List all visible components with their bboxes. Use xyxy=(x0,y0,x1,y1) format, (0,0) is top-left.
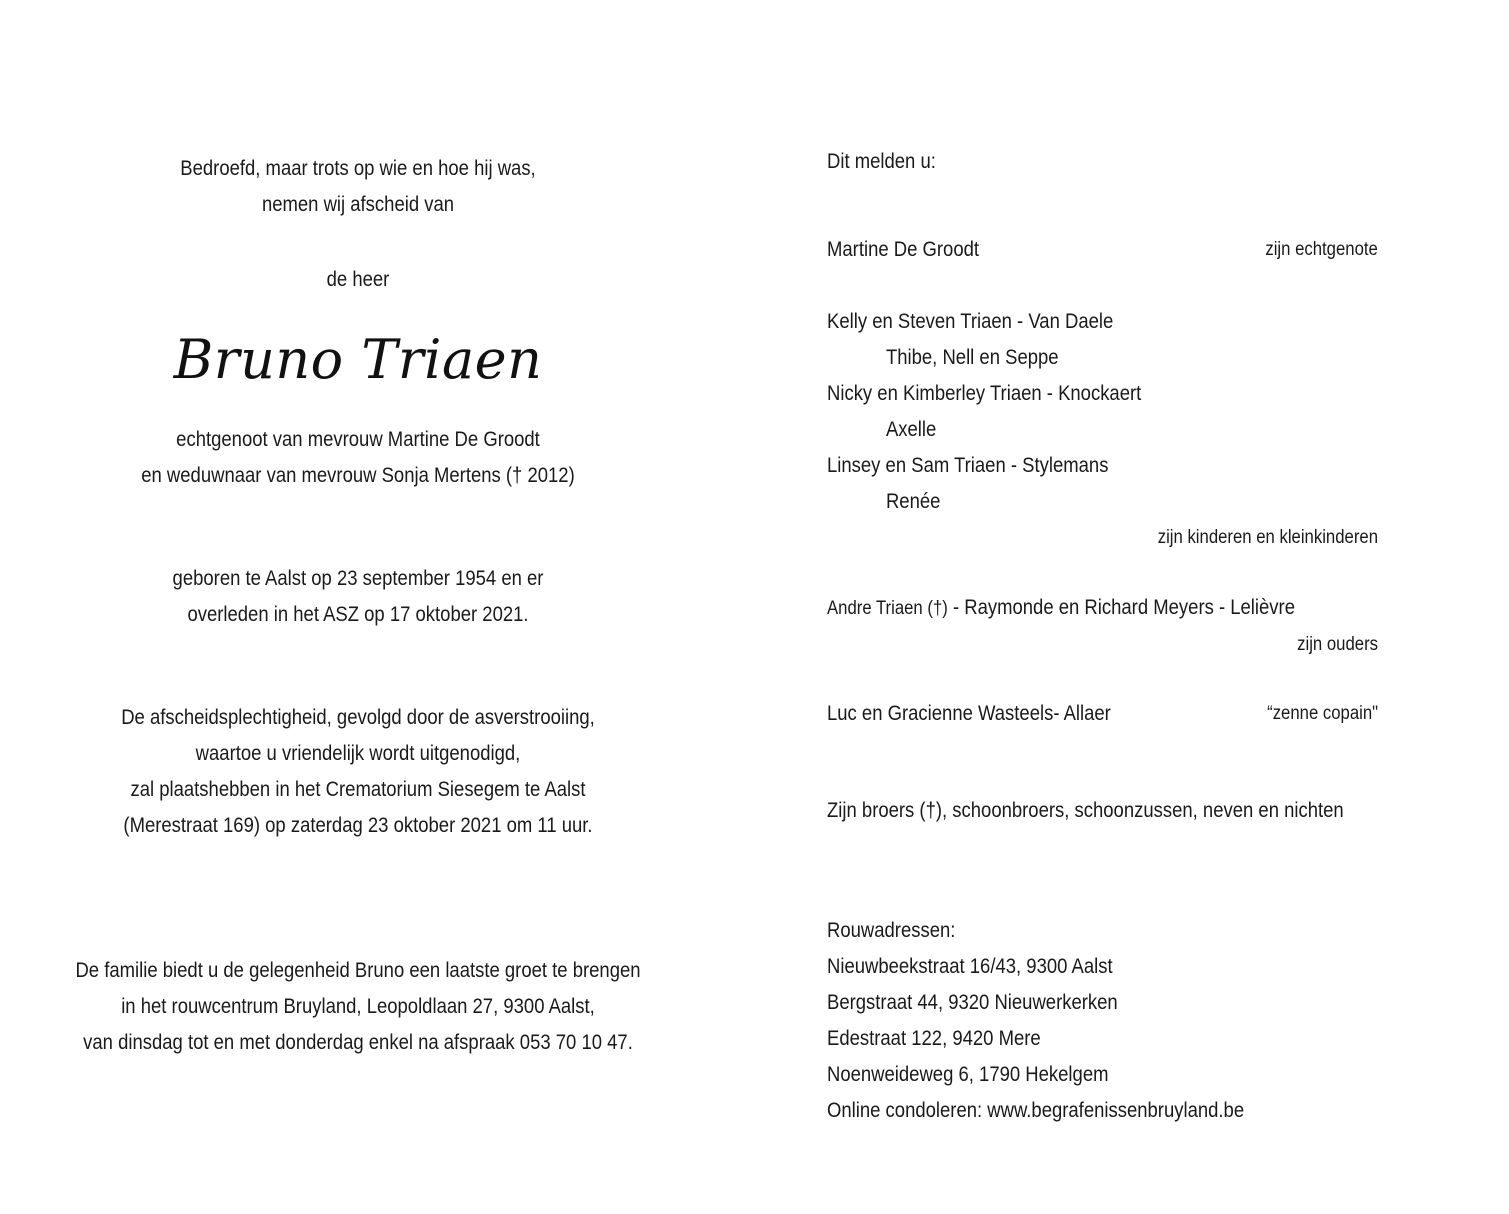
intro-block xyxy=(0,151,716,223)
spouse-name: Martine De Groodt xyxy=(827,238,980,261)
visitation-line: De familie biedt u de gelegenheid Bruno een laatste groet te brengen xyxy=(75,959,641,982)
announce-text: Dit melden u: xyxy=(827,150,936,173)
father-name: Andre Triaen (†) xyxy=(827,598,948,619)
address-line: Bergstraat 44, 9320 Nieuwerkerken xyxy=(827,991,1118,1014)
address-line: Edestraat 122, 9420 Mere xyxy=(827,1027,1041,1050)
relatives-text: Zijn broers (†), schoonbroers, schoonzussen, neven en nichten xyxy=(827,799,1344,822)
ceremony-block xyxy=(0,700,716,844)
ceremony-line: (Merestraat 169) op zaterdag 23 oktober 2021 om 11 uur. xyxy=(123,814,593,837)
spouse-row xyxy=(827,232,1378,268)
spouse-line: en weduwnaar van mevrouw Sonja Mertens († 2012) xyxy=(141,464,575,487)
salutation-block xyxy=(0,262,716,298)
grandchildren: Renée xyxy=(885,490,941,513)
spouse-block xyxy=(0,422,716,494)
child-family: Kelly en Steven Triaen - Van Daele xyxy=(827,310,1114,333)
mother-names: - Raymonde en Richard Meyers - Lelièvre xyxy=(947,596,1295,619)
grandchildren: Axelle xyxy=(885,418,937,441)
parents-block xyxy=(827,590,1378,663)
relatives-block xyxy=(827,793,1378,829)
name-block xyxy=(0,330,716,390)
salutation: de heer xyxy=(326,268,390,291)
addresses-block xyxy=(827,913,1378,1129)
friends-row xyxy=(827,696,1378,732)
child-family: Linsey en Sam Triaen - Stylemans xyxy=(827,454,1109,477)
online-condolence: Online condoleren: www.begrafenissenbruyland.be xyxy=(827,1099,1245,1122)
ceremony-line: waartoe u vriendelijk wordt uitgenodigd, xyxy=(195,742,521,765)
parents-role: zijn ouders xyxy=(1297,634,1378,655)
friends-role: “zenne copain" xyxy=(1267,703,1378,724)
birth-death-block xyxy=(0,561,716,633)
address-line: Nieuwbeekstraat 16/43, 9300 Aalst xyxy=(827,955,1113,978)
birth-line: geboren te Aalst op 23 september 1954 en er xyxy=(172,567,544,590)
visitation-line: in het rouwcentrum Bruyland, Leopoldlaan 27, 9300 Aalst, xyxy=(121,995,595,1018)
friends-name: Luc en Gracienne Wasteels- Allaer xyxy=(827,702,1111,725)
ceremony-line: De afscheidsplechtigheid, gevolgd door de asverstrooiing, xyxy=(121,706,595,729)
deceased-name: Bruno Triaen xyxy=(173,328,543,391)
child-family: Nicky en Kimberley Triaen - Knockaert xyxy=(827,382,1142,405)
children-block xyxy=(827,304,1378,556)
ceremony-line: zal plaatshebben in het Crematorium Siesegem te Aalst xyxy=(130,778,586,801)
death-line: overleden in het ASZ op 17 oktober 2021. xyxy=(187,603,529,626)
intro-line: nemen wij afscheid van xyxy=(261,193,455,216)
announce-block xyxy=(827,144,1378,180)
visitation-block xyxy=(0,953,716,1061)
addresses-label: Rouwadressen: xyxy=(827,919,956,942)
visitation-line: van dinsdag tot en met donderdag enkel na afspraak 053 70 10 47. xyxy=(83,1031,633,1054)
spouse-role: zijn echtgenote xyxy=(1265,239,1378,260)
parents-line xyxy=(827,590,1312,627)
children-role: zijn kinderen en kleinkinderen xyxy=(1157,527,1378,548)
intro-line: Bedroefd, maar trots op wie en hoe hij was, xyxy=(180,157,536,180)
grandchildren: Thibe, Nell en Seppe xyxy=(885,346,1059,369)
spouse-line: echtgenoot van mevrouw Martine De Groodt xyxy=(176,428,540,451)
address-line: Noenweideweg 6, 1790 Hekelgem xyxy=(827,1063,1109,1086)
